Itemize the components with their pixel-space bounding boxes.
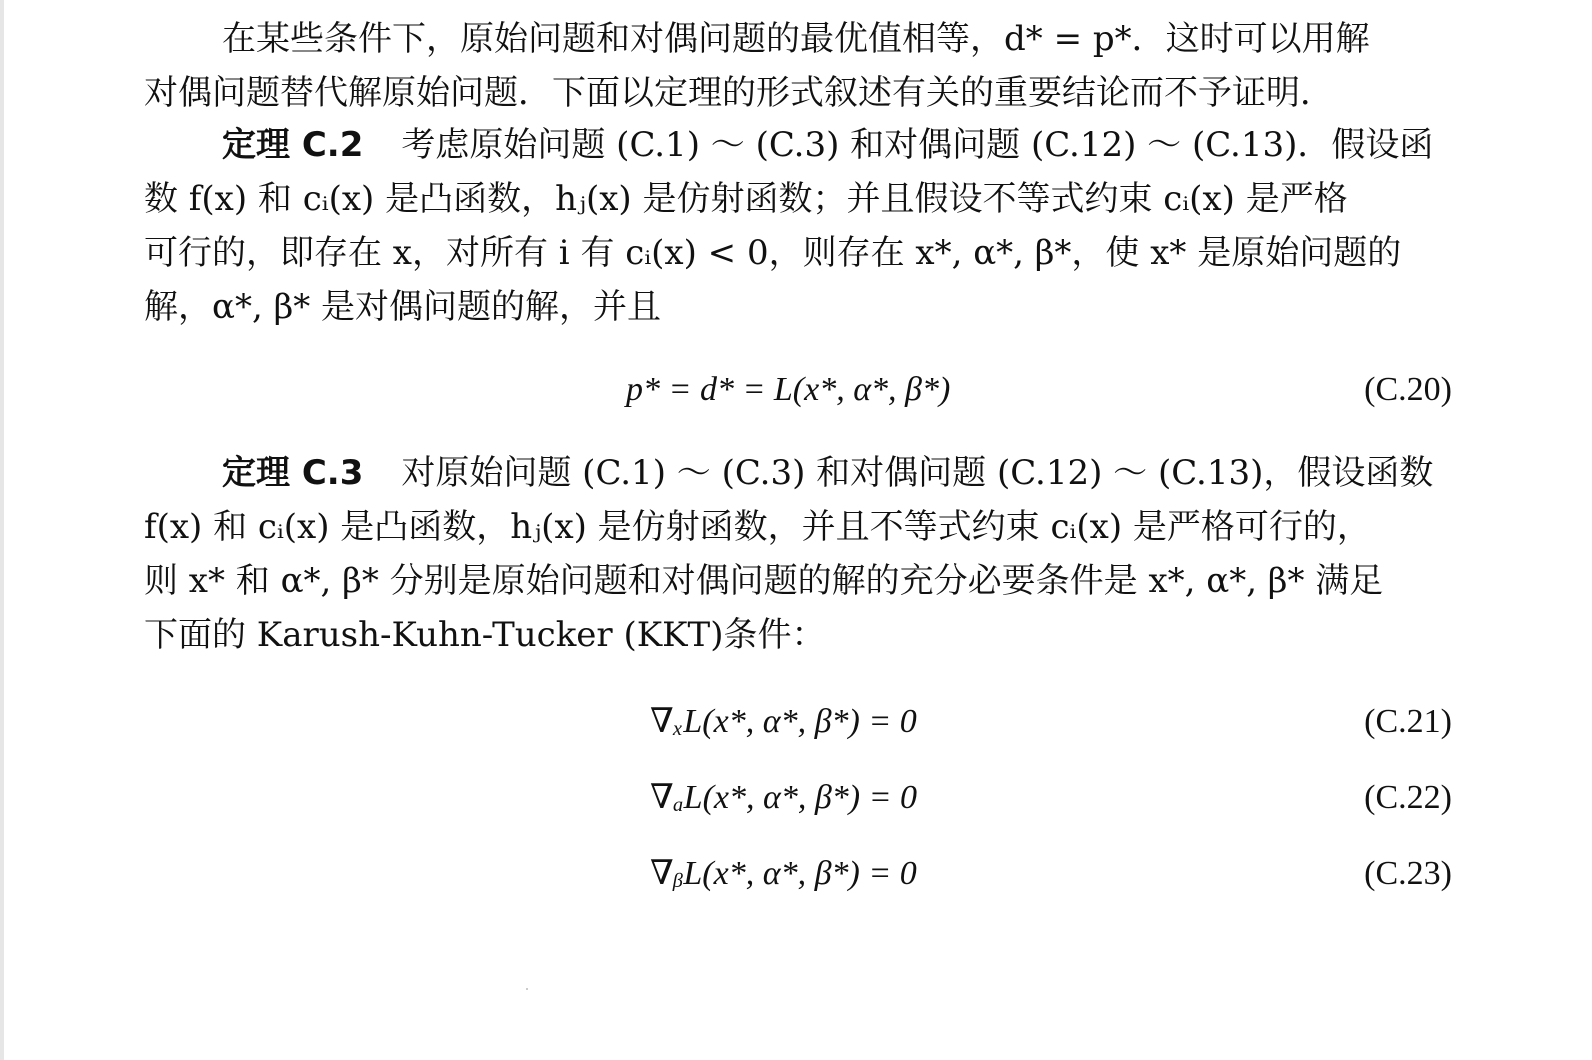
equation-c23-body: ∇ᵦL(x*, α*, β*) = 0 xyxy=(650,855,917,892)
theorem-c3-text-1: 对原始问题 (C.1) ～ (C.3) 和对偶问题 (C.12) ～ (C.13)，假设函数 xyxy=(401,453,1434,493)
equation-c20 xyxy=(144,362,1452,418)
theorem-c2-text-1: 考虑原始问题 (C.1) ～ (C.3) 和对偶问题 (C.12) ～ (C.13)．假设函 xyxy=(401,125,1434,165)
theorem-c3-line-3: 则 x* 和 α*, β* 分别是原始问题和对偶问题的解的充分必要条件是 x*, α*, β* 满足 xyxy=(144,561,1384,601)
theorem-c3-line-4: 下面的 Karush-Kuhn-Tucker (KKT)条件： xyxy=(144,615,826,655)
equation-c22 xyxy=(144,770,1452,826)
scan-speck xyxy=(526,988,528,990)
theorem-c3-line-2: f(x) 和 cᵢ(x) 是凸函数，hⱼ(x) 是仿射函数，并且不等式约束 cᵢ(x) 是严格可行的， xyxy=(144,507,1371,547)
intro-line-1: 在某些条件下，原始问题和对偶问题的最优值相等，d* = p*．这时可以用解 xyxy=(222,19,1370,59)
equation-c20-number: (C.20) xyxy=(1364,371,1452,408)
theorem-c3-line-1 xyxy=(144,446,1452,500)
theorem-c2-title: 定理 C.2 xyxy=(222,125,364,165)
equation-c22-number: (C.22) xyxy=(1364,779,1452,816)
theorem-c2 xyxy=(144,118,1452,334)
equation-c21-body: ∇ₓL(x*, α*, β*) = 0 xyxy=(650,703,917,740)
equation-c23-number: (C.23) xyxy=(1364,855,1452,892)
equation-c21 xyxy=(144,694,1452,750)
theorem-c2-line-3: 可行的，即存在 x，对所有 i 有 cᵢ(x) < 0，则存在 x*, α*, β*，使 x* 是原始问题的 xyxy=(144,233,1402,273)
equation-c21-number: (C.21) xyxy=(1364,703,1452,740)
theorem-c3-title: 定理 C.3 xyxy=(222,453,364,493)
intro-line-2: 对偶问题替代解原始问题．下面以定理的形式叙述有关的重要结论而不予证明． xyxy=(144,73,1334,113)
intro-paragraph xyxy=(144,12,1452,120)
theorem-c3 xyxy=(144,446,1452,662)
equation-c22-body: ∇ₐL(x*, α*, β*) = 0 xyxy=(650,779,918,816)
equation-c23 xyxy=(144,846,1452,902)
theorem-c2-line-1 xyxy=(144,118,1452,172)
theorem-c2-line-2: 数 f(x) 和 cᵢ(x) 是凸函数，hⱼ(x) 是仿射函数；并且假设不等式约束 cᵢ(x) 是严格 xyxy=(144,179,1348,219)
page-edge xyxy=(0,0,4,1060)
theorem-c2-line-4: 解，α*, β* 是对偶问题的解，并且 xyxy=(144,287,662,327)
equation-c20-body: p* = d* = L(x*, α*, β*) xyxy=(626,371,951,408)
